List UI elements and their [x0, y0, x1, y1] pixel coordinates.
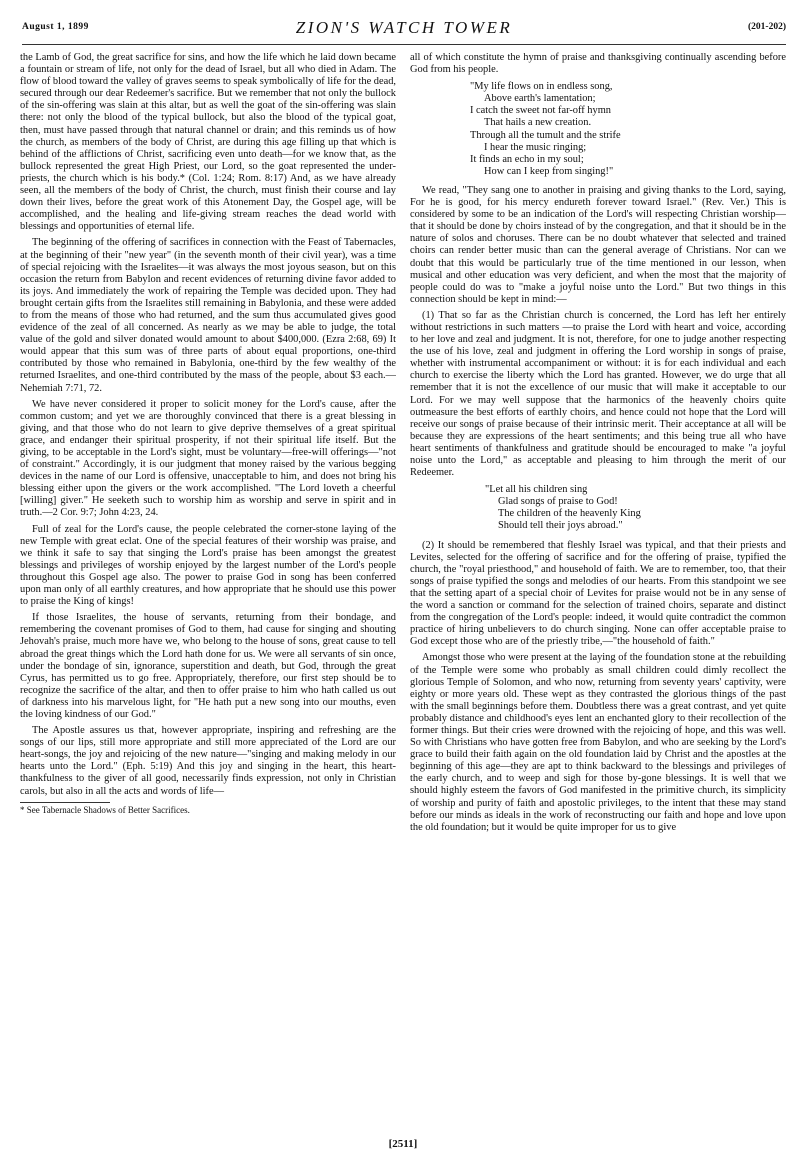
header-rule [22, 44, 786, 45]
poem-line: Glad songs of praise to God! [498, 496, 618, 508]
footnote-rule [20, 802, 110, 803]
page-number: [2511] [388, 1138, 418, 1150]
header-date: August 1, 1899 [22, 22, 89, 32]
left-paragraph-2: The beginning of the offering of sacrifices in connection with the Feast of Tabernacles, at the beginning of their "new year" (in the seventh month of their civil year), was a time of special rejoicing with the Israelites—it was always the most joyous season, but on this occasion the return from Babylon and recent evidences of returning divine favor added to its joys. And immediately the work of repairing the Temple was decided upon. They had brought certain gifts from the Israelites still remaining in Babylonia, and these were added to from the means of those who had returned, and the sum thus accumulated gives good evidence of the zeal of all concerned. As nearly as we may be able to judge, the total value of the gold and silver donated would amount to about $400,000. (Ezra 2:68, 69) It would appear that this sum was of three parts of about equal proportions, one-third contributed by those who remained in Babylonia, one-third by the few wealthy of the returned Israelites, and one-third contributed by the mass of the people, about $3 each.—Nehemiah 7:71, 72. [20, 237, 396, 394]
left-paragraph-6: The Apostle assures us that, however appropriate, inspiring and refreshing are the songs of our lips, still more appropriate and still more appreciated of the Lord are our heart-songs, the joy and rejoicing of the new nature—"singing and making melody in our hearts unto the Lord." (Eph. 5:19) And this joy and singing in the heart, this heart-thankfulness to the giver of all good, necessarily finds expression, not only in Christian carols, but also in all the acts and words of life— [20, 725, 396, 797]
left-column [20, 52, 396, 1152]
left-paragraph-4: Full of zeal for the Lord's cause, the people celebrated the corner-stone laying of the new Temple with great eclat. One of the special features of their worship was praise, and we think it safe to say that singing the Lord's praise has been amongst the greatest blessings and privileges of worship enjoyed by the largest number of the Lord's people throughout this Gospel age also. The power to praise God in song has been conferred upon man only of all earthly creatures, and how appropriate that he should use this power to praise the King of kings! [20, 523, 396, 608]
header-title: ZION'S WATCH TOWER [295, 18, 513, 37]
right-intro: all of which constitute the hymn of praise and thanksgiving continually ascending before God from his people. [410, 52, 786, 76]
poem-line: How can I keep from singing!" [484, 165, 614, 177]
poem-line: Should tell their joys abroad." [498, 520, 623, 532]
left-paragraph-3: We have never considered it proper to solicit money for the Lord's cause, after the common custom; and yet we are thoroughly convinced that there is a great blessing in giving, and that those who do not learn to give deprive themselves of a great spiritual grace, and endanger their spiritual prosperity, if not their spiritual life itself. But the giving, to be acceptable in the Lord's sight, must be voluntary—free-will offerings—"not of constraint." Accordingly, it is our judgment that money raised by the various begging devices in the name of our Lord is offensive, unacceptable to him, and does not bring his blessing either upon the givers or the work accomplished. "The Lord loveth a cheerful [willing] giver." He seeketh such to worship him as worship and serve in spirit and in truth.—2 Cor. 9:7; John 4:23, 24. [20, 398, 396, 519]
poem-line: It finds an echo in my soul; [470, 153, 584, 165]
poem-line: I hear the music ringing; [484, 141, 587, 153]
right-paragraph-3: (2) It should be remembered that fleshly Israel was typical, and that their priests and Levites, selected for the offering of sacrifice and for the offering of praise, typified the church, the "royal priesthood," and household of faith. We are to remember, too, that their songs of praise typified the songs and melodies of our hearts. From this standpoint we see that the setting apart of a special choir of Levites for praise would not be in any sense of the word a sanction or command for the selection of trained choirs, separate and distinct from the congregation of the Lord's people: indeed, it would quite contradict the common practice of hiring unbelievers to do church singing. None can offer acceptable praise to God except those who are of the priestly tribe,—"the household of faith." [410, 539, 786, 648]
poem-1 [410, 81, 786, 178]
right-paragraph-4: Amongst those who were present at the laying of the foundation stone at the rebuilding of the Temple were some who probably as small children could dimly recollect the glorious Temple of Solomon, and who now, returning from seventy years' captivity, were eighty or more years old. These wept as they contrasted the glorious things of the past with the small beginnings before them. Doubtless there was a great contrast, and yet quite probably distance and childhood's eyes lent an enchanted glory to their recollection of the former things. But their cries were drowned with the rejoicing of hope, and this was well. So with Christians who have gotten free from Babylon, and who are seeking by the Lord's grace to build their faith again on the old foundation laid by Christ and the apostles at the beginning of this age—they are apt to think backward to the blessings and privileges of the early church, and to weep and sigh for those by-gone blessings. It is well that we should highly esteem the favors of God manifested in the primitive church, its simplicity of worship and purity of faith and apostolic privileges, to the intent that these may stand before our minds as ideals in the work of reconstructing our faith and hope and love upon the old foundation; but it would be quite improper for us to give [410, 652, 786, 833]
poem-line: Above earth's lamentation; [484, 93, 596, 105]
poem-line: Through all the tumult and the strife [470, 129, 621, 141]
left-paragraph-5: If those Israelites, the house of servants, returning from their bondage, and remembering the covenant promises of God to them, had cause for singing and shouting Jehovah's praise, much more have we, who belong to the house of sons, great cause to tell abroad the great things which the Lord hath done for us. We were all servants of sin once, under the bondage of sin, ignorance, superstition and death, but God, through the great Cyrus, has permitted us to go free. Appropriately, therefore, our first step should be to recognize the sacrifice of the altar, and then to offer praise to him who hath called us out of darkness into his marvelous light, for "He hath put a new song into our mouths, even the loving kindness of our God." [20, 612, 396, 720]
poem-line: "Let all his children sing [485, 484, 588, 496]
page-header [22, 18, 786, 38]
poem-line: I catch the sweet not far-off hymn [470, 105, 611, 117]
right-paragraph-2: (1) That so far as the Christian church is concerned, the Lord has left her entirely without restrictions in such matters —to praise the Lord with heart and voice, according to her love and zeal and judgment. It is not, therefore, for one to judge another respecting the use of his love, zeal and judgment in offering the Lord worship in songs of praise, whether with instrumental accompaniment or without: it is for each individual and each church to exercise the liberty which the Lord has granted. However, we do urge that all remember that it is not the excellence of our music that will make it acceptable to our Lord. For we may well suppose that the harmonics of the heavenly choirs quite outmeasure the best efforts of earthly choirs, and hence could not hope that the Lord will receive our songs of praise because of their intrinsic merit. Their acceptance at all will be because they are expressions of the heart sentiments; and this being true all who have heart sentiments of thankfulness and gratitude should be encouraged to make "a joyful noise unto the Lord," as acceptable and pleasing to him through the merit of our Redeemer. [410, 309, 786, 479]
right-paragraph-1: We read, "They sang one to another in praising and giving thanks to the Lord, saying, For he is good, for his mercy endureth forever toward Israel." (Rev. Ver.) This is considered by some to be an indication of the Lord's will respecting Christian worship—that it should be done by choirs instead of by the congregation, and that it should be in the nature of solos and choruses. There can be no doubt whatever that selected and trained choirs can render better music than can the general average of Christians. Nor can we doubt that this would be particularly true of the time mentioned in our lesson, when musical and other education was very deficient, and when the most that the majority of people could do was to "make a joyful noise unto the Lord." But two things in this connection should be kept in mind:— [410, 184, 786, 305]
right-column [410, 52, 786, 1142]
poem-line: That hails a new creation. [484, 117, 592, 129]
header-page-range: (201-202) [748, 22, 786, 32]
left-paragraph-1: the Lamb of God, the great sacrifice for sins, and how the life which he laid down became a fountain or stream of life, not only for the dead of Israel, but all who died in Adam. The flow of blood toward the valley of graves seems to speak symbolically of life for the dead, secured through our dear Redeemer's sacrifice. But we remember that not only the bullock of the sin-offering was slain at this altar, but as well the goat of the sin-offering was slain there: not only the blood of the typical bullock, but also the blood of the typical goat, then, must have passed through that natural channel or drain; and this reminds us of how the church, as members of the body of Christ, are during this age filling up that which is behind of the afflictions of Christ, sacrificing even unto death—for we know that, as the bullock represented the great High Priest, our Lord, so the goat represented the under-priests, the church which is his body.* (Col. 1:24; Rom. 8:17) And, as we have already seen, all the members of the body of Christ, the church, must finish their course and lay down their lives, before the great work of this Atonement Day, the Gospel age, will be accomplished, and the healing and life-giving stream reaches the dead world with blessings and opportunities of eternal life. [20, 52, 396, 233]
footnote: * See Tabernacle Shadows of Better Sacrifices. [20, 804, 190, 815]
poem-2 [410, 484, 786, 532]
poem-line: The children of the heavenly King [498, 508, 641, 520]
poem-line: "My life flows on in endless song, [470, 81, 613, 93]
